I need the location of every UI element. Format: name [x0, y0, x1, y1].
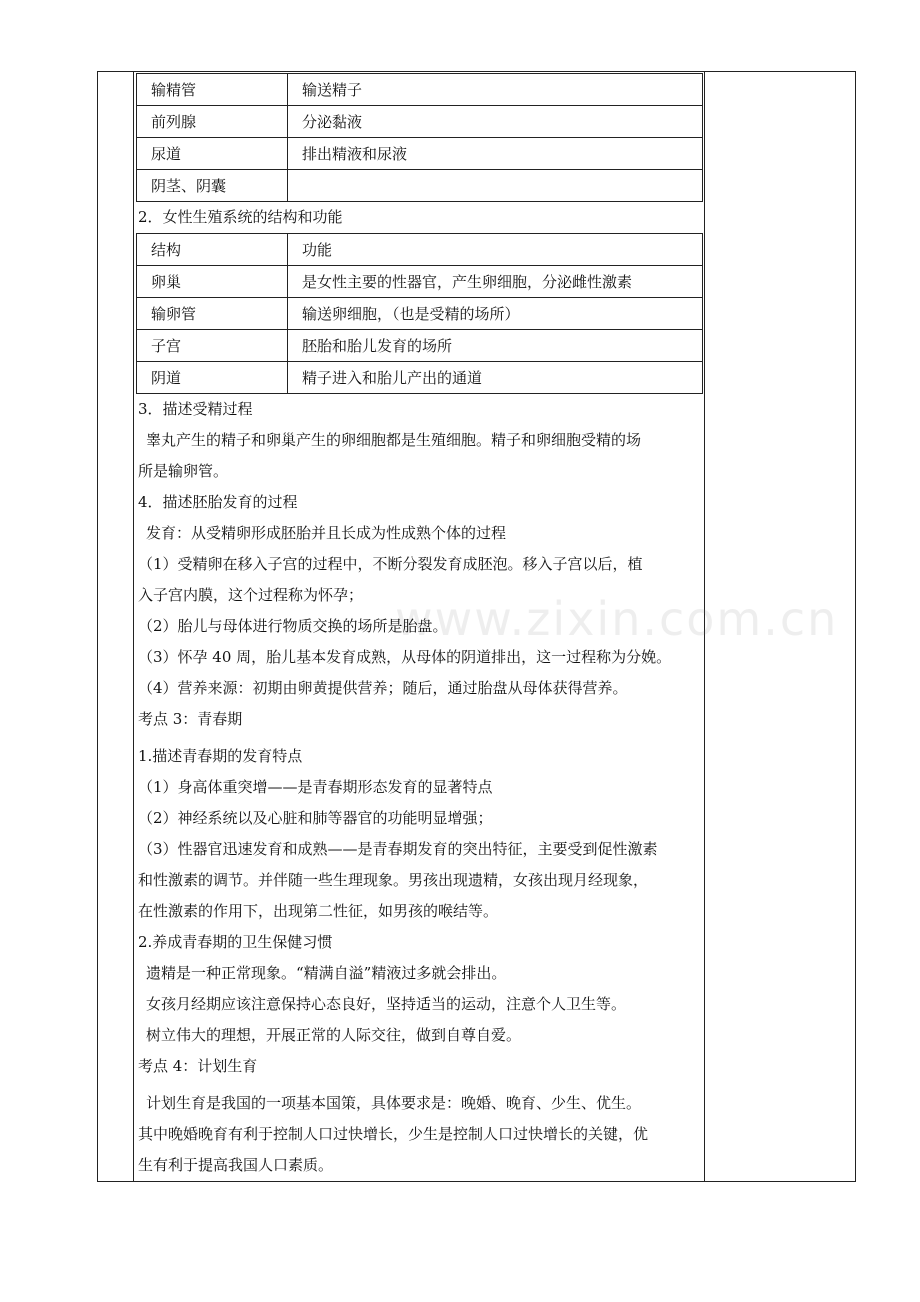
puberty-subheading: 1.描述青春期的发育特点: [138, 747, 303, 765]
puberty-item: （1）身高体重突增——是青春期形态发育的显著特点: [138, 778, 493, 796]
table-row: [137, 266, 703, 298]
section-heading-planning: 考点 4：计划生育: [138, 1057, 258, 1075]
structure-cell: 前列腺: [137, 106, 288, 138]
hygiene-text: 女孩月经期应该注意保持心态良好，坚持适当的运动，注意个人卫生等。: [146, 995, 627, 1013]
puberty-item: （2）神经系统以及心脏和肺等器官的功能明显增强；: [138, 809, 493, 827]
puberty-item: 在性激素的作用下，出现第二性征，如男孩的喉结等。: [138, 902, 499, 920]
hygiene-subheading: 2.养成青春期的卫生保健习惯: [138, 933, 333, 951]
function-cell: 排出精液和尿液: [288, 138, 703, 170]
structure-cell: 阴茎、阴囊: [137, 170, 288, 202]
hygiene-text: 遗精是一种正常现象。“精满自溢”精液过多就会排出。: [146, 964, 507, 982]
female-system-table: [136, 233, 703, 394]
structure-cell: 输精管: [137, 74, 288, 106]
fertilization-text: 所是输卵管。: [138, 462, 229, 480]
hygiene-text: 树立伟大的理想，开展正常的人际交往，做到自尊自爱。: [146, 1026, 522, 1044]
function-cell: [288, 170, 703, 202]
fertilization-text: 睾丸产生的精子和卵巢产生的卵细胞都是生殖细胞。精子和卵细胞受精的场: [146, 431, 642, 449]
structure-cell: 阴道: [137, 362, 288, 394]
puberty-item: （3）性器官迅速发育和成熟——是青春期发育的突出特征，主要受到促性激素: [138, 840, 658, 858]
table-row: [137, 74, 703, 106]
development-definition: 发育：从受精卵形成胚胎并且长成为性成熟个体的过程: [146, 524, 507, 542]
structure-cell: 输卵管: [137, 298, 288, 330]
embryo-item: （2）胎儿与母体进行物质交换的场所是胎盘。: [138, 617, 448, 635]
table-row: [137, 362, 703, 394]
puberty-item: 和性激素的调节。并伴随一些生理现象。男孩出现遗精，女孩出现月经现象，: [138, 871, 649, 889]
table-row: [137, 330, 703, 362]
table-row: [137, 138, 703, 170]
table-row: [137, 170, 703, 202]
section-heading-puberty: 考点 3：青春期: [138, 710, 243, 728]
function-cell: 是女性主要的性器官，产生卵细胞，分泌雌性激素: [288, 266, 703, 298]
embryo-item: 入子宫内膜，这个过程称为怀孕；: [138, 586, 364, 604]
function-cell: 输送卵细胞，（也是受精的场所）: [288, 298, 703, 330]
planning-text: 计划生育是我国的一项基本国策，具体要求是：晚婚、晚育、少生、优生。: [146, 1094, 642, 1112]
table-row: [137, 298, 703, 330]
column-header-function: 功能: [288, 234, 703, 266]
embryo-item: （1）受精卵在移入子宫的过程中，不断分裂发育成胚泡。移入子宫以后，植: [138, 555, 643, 573]
column-header-structure: 结构: [137, 234, 288, 266]
embryo-heading: 4．描述胚胎发育的过程: [138, 493, 298, 511]
female-system-heading: 2．女性生殖系统的结构和功能: [138, 208, 343, 226]
male-system-table: [136, 73, 703, 202]
embryo-item: （3）怀孕 40 周，胎儿基本发育成熟，从母体的阴道排出，这一过程称为分娩。: [138, 648, 672, 666]
fertilization-heading: 3．描述受精过程: [138, 400, 253, 418]
function-cell: 精子进入和胎儿产出的通道: [288, 362, 703, 394]
structure-cell: 尿道: [137, 138, 288, 170]
structure-cell: 卵巢: [137, 266, 288, 298]
table-header-row: [137, 234, 703, 266]
function-cell: 分泌黏液: [288, 106, 703, 138]
structure-cell: 子宫: [137, 330, 288, 362]
embryo-item: （4）营养来源：初期由卵黄提供营养；随后，通过胎盘从母体获得营养。: [138, 679, 628, 697]
planning-text: 生有利于提高我国人口素质。: [138, 1156, 334, 1174]
table-row: [137, 106, 703, 138]
main-content: [133, 71, 704, 1181]
planning-text: 其中晚婚晚育有利于控制人口过快增长，少生是控制人口过快增长的关键，优: [138, 1125, 649, 1143]
function-cell: 胚胎和胎儿发育的场所: [288, 330, 703, 362]
function-cell: 输送精子: [288, 74, 703, 106]
watermark: www.zixin.com.cn: [395, 592, 839, 646]
